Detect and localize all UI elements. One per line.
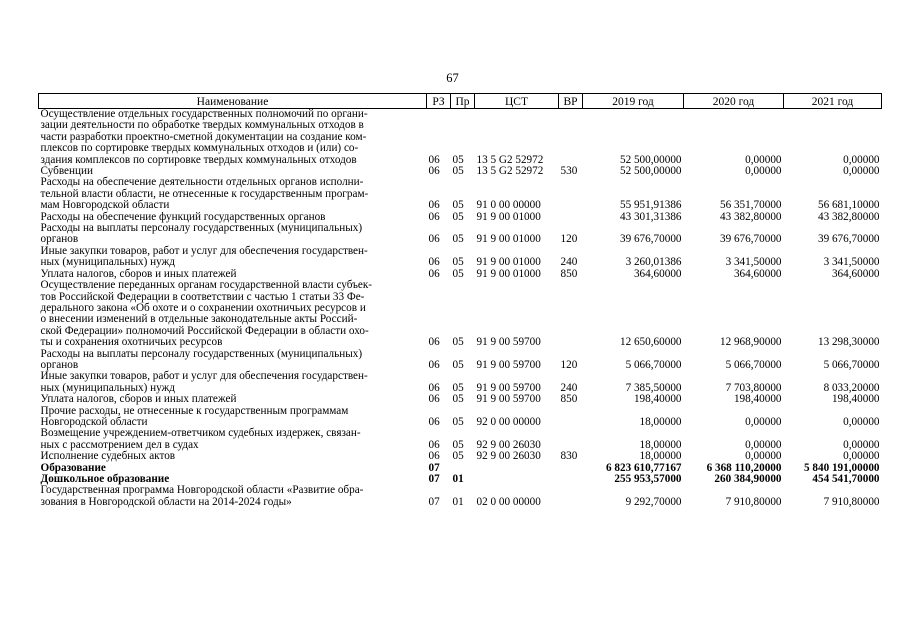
row-2020: 0,00000 — [745, 438, 782, 451]
table-row — [39, 371, 882, 394]
row-2021: 198,40000 — [831, 393, 880, 406]
row-name-line: Субвенции — [40, 165, 93, 178]
header-rz: РЗ — [427, 94, 451, 109]
row-cst: 02 0 00 00000 — [476, 495, 541, 508]
row-pr: 01 — [452, 495, 464, 508]
header-2019: 2019 год — [583, 94, 684, 109]
row-name-line: дерального закона «Об охоте и о сохранении охотничьих ресурсов и — [40, 301, 366, 314]
row-rz: 06 — [428, 415, 440, 428]
row-rz: 06 — [428, 393, 440, 406]
row-2020: 198,40000 — [733, 393, 782, 406]
row-2020: 39 676,70000 — [719, 233, 782, 246]
row-2021: 0,00000 — [843, 153, 880, 166]
row-vr — [559, 485, 583, 508]
header-vr: ВР — [559, 94, 583, 109]
row-2021: 0,00000 — [843, 450, 880, 463]
row-2019: 3 260,01386 — [625, 256, 682, 269]
row-2021: 8 033,20000 — [823, 381, 880, 394]
row-name — [39, 177, 427, 211]
row-rz: 06 — [428, 336, 440, 349]
table-row — [39, 223, 882, 246]
row-vr — [559, 428, 583, 451]
row-name-line: Уплата налогов, сборов и иных платежей — [40, 267, 237, 280]
table-row — [39, 485, 882, 508]
table-row — [39, 428, 882, 451]
row-pr: 05 — [452, 210, 464, 223]
row-name — [39, 485, 427, 508]
row-cst: 13 5 G2 52972 — [476, 153, 544, 166]
row-2019: 5 066,70000 — [625, 358, 682, 371]
row-vr: 830 — [560, 450, 578, 463]
row-pr: 05 — [452, 165, 464, 178]
row-name-line: ных (муниципальных) нужд — [40, 256, 175, 269]
row-cst: 91 9 00 01000 — [476, 233, 541, 246]
row-2020: 7 910,80000 — [725, 495, 782, 508]
row-rz: 06 — [428, 450, 440, 463]
row-name-line: Осуществление переданных органам государственной власти субъек- — [40, 279, 373, 292]
row-vr — [559, 177, 583, 211]
row-2020: 0,00000 — [745, 165, 782, 178]
row-pr: 05 — [452, 450, 464, 463]
row-name-line: тов Российской Федерации в соответствии с частью 1 статьи 33 Фе- — [40, 290, 365, 303]
row-2019: 52 500,00000 — [619, 165, 682, 178]
row-2020: 6 368 110,20000 — [706, 461, 782, 474]
row-name-line: Осуществление отдельных государственных полномочий по органи- — [40, 108, 368, 120]
header-name: Наименование — [39, 94, 427, 109]
row-pr: 05 — [452, 256, 464, 269]
row-2020: 0,00000 — [745, 450, 782, 463]
row-2019: 7 385,50000 — [625, 381, 682, 394]
row-name-line: плексов по сортировке твердых коммунальных отходов и (или) со- — [40, 142, 359, 155]
row-2021: 0,00000 — [843, 415, 880, 428]
budget-table — [38, 93, 882, 508]
row-2020: 364,60000 — [733, 267, 782, 280]
row-rz: 07 — [428, 473, 440, 485]
row-pr: 05 — [452, 336, 464, 349]
table-row — [39, 349, 882, 372]
row-cst: 91 9 00 59700 — [476, 336, 541, 349]
row-cst: 91 9 00 59700 — [476, 381, 541, 394]
row-rz: 06 — [428, 210, 440, 223]
row-name-line: ской Федерации» полномочий Российской Федерации в области охо- — [40, 324, 369, 337]
row-vr: 120 — [560, 358, 578, 371]
row-name-line: органов — [40, 358, 79, 371]
row-name-line: части разработки проектно-сметной документации на создание ком- — [40, 130, 367, 143]
row-cst: 91 9 00 01000 — [476, 210, 541, 223]
row-2020: 43 382,80000 — [719, 210, 782, 223]
row-pr: 05 — [452, 199, 464, 212]
row-pr: 01 — [452, 473, 464, 485]
row-vr: 850 — [560, 393, 578, 406]
row-rz: 07 — [428, 495, 440, 508]
row-name-line: ты и сохранения охотничьих ресурсов — [40, 336, 223, 349]
row-2021: 364,60000 — [831, 267, 880, 280]
row-name-line: зования в Новгородской области на 2014-2024 годы» — [40, 495, 292, 508]
row-vr: 120 — [560, 233, 578, 246]
row-2020: 0,00000 — [745, 153, 782, 166]
row-vr — [559, 406, 583, 429]
table-row — [39, 451, 882, 462]
row-2019: 12 650,60000 — [619, 336, 682, 349]
row-2019: 18,00000 — [639, 450, 682, 463]
row-2021: 7 910,80000 — [823, 495, 880, 508]
row-name-line: Государственная программа Новгородской области «Развитие обра- — [40, 484, 364, 497]
row-pr: 05 — [452, 153, 464, 166]
page-number: 67 — [446, 71, 459, 85]
row-cst: 91 9 00 59700 — [476, 393, 541, 406]
row-pr: 05 — [452, 438, 464, 451]
row-name — [39, 428, 427, 451]
row-cst — [475, 463, 559, 474]
row-2019: 52 500,00000 — [619, 153, 682, 166]
row-2020: 12 968,90000 — [719, 336, 782, 349]
row-cst — [475, 474, 559, 485]
row-rz: 07 — [428, 461, 440, 474]
row-name-line: Исполнение судебных актов — [40, 450, 176, 463]
row-name-line: Уплата налогов, сборов и иных платежей — [40, 393, 237, 406]
row-cst: 92 9 00 26030 — [476, 450, 541, 463]
table-row — [39, 109, 882, 167]
row-name — [39, 371, 427, 394]
row-cst: 91 0 00 00000 — [476, 199, 541, 212]
row-2019: 18,00000 — [639, 415, 682, 428]
row-name-line: ных (муниципальных) нужд — [40, 381, 175, 394]
row-name-line: Новгородской области — [40, 415, 148, 428]
row-name — [39, 246, 427, 269]
row-vr — [559, 109, 583, 167]
table-row — [39, 246, 882, 269]
row-2021: 0,00000 — [843, 438, 880, 451]
row-rz: 06 — [428, 381, 440, 394]
header-cst: ЦСТ — [475, 94, 559, 109]
row-2019: 18,00000 — [639, 438, 682, 451]
row-vr — [559, 212, 583, 223]
row-name-line: Образование — [40, 461, 106, 474]
row-2019: 255 953,57000 — [614, 473, 682, 485]
row-cst: 91 9 00 01000 — [476, 256, 541, 269]
row-2019: 198,40000 — [633, 393, 682, 406]
table-body — [39, 109, 882, 509]
row-2021: 0,00000 — [843, 165, 880, 178]
row-pr: 05 — [452, 381, 464, 394]
row-pr: 05 — [452, 358, 464, 371]
row-rz: 06 — [428, 256, 440, 269]
row-cst: 92 9 00 26030 — [476, 438, 541, 451]
row-cst: 92 0 00 00000 — [476, 415, 541, 428]
row-2021: 56 681,10000 — [817, 199, 880, 212]
row-name-line: Иные закупки товаров, работ и услуг для обеспечения государствен- — [40, 370, 368, 383]
row-2021: 3 341,50000 — [823, 256, 880, 269]
table-row — [39, 177, 882, 211]
row-2021: 13 298,30000 — [817, 336, 880, 349]
row-rz: 06 — [428, 199, 440, 212]
header-pr: Пр — [451, 94, 475, 109]
row-2021: 43 382,80000 — [817, 210, 880, 223]
row-name-line: Прочие расходы, не отнесенные к государственным программам — [40, 404, 349, 417]
row-name-line: о внесении изменений в отдельные законодательные акты Россий- — [40, 313, 358, 326]
row-2019: 43 301,31386 — [619, 210, 682, 223]
row-vr: 530 — [560, 165, 578, 178]
row-name-line: зации деятельности по обработке твердых коммунальных отходов в — [40, 119, 364, 132]
row-rz: 06 — [428, 153, 440, 166]
header-2020: 2020 год — [684, 94, 784, 109]
row-vr — [559, 474, 583, 485]
row-2020: 5 066,70000 — [725, 358, 782, 371]
row-2019: 9 292,70000 — [625, 495, 682, 508]
row-cst: 13 5 G2 52972 — [476, 165, 544, 178]
row-2019: 364,60000 — [633, 267, 682, 280]
row-rz: 06 — [428, 358, 440, 371]
row-vr — [559, 463, 583, 474]
row-2021: 5 840 191,00000 — [803, 461, 880, 474]
row-name — [39, 280, 427, 348]
row-rz: 06 — [428, 267, 440, 280]
row-name-line: тельной власти области, не отнесенные к государственным програм- — [40, 187, 369, 200]
row-name-line: здания комплексов по сортировке твердых коммунальных отходов — [40, 153, 357, 166]
row-2019: 39 676,70000 — [619, 233, 682, 246]
row-2021: 454 541,70000 — [812, 473, 880, 485]
row-2020: 260 384,90000 — [714, 473, 782, 485]
row-name — [39, 109, 427, 167]
table-row — [39, 280, 882, 348]
row-2020: 0,00000 — [745, 415, 782, 428]
row-rz: 06 — [428, 438, 440, 451]
row-rz: 06 — [428, 165, 440, 178]
row-vr: 850 — [560, 267, 578, 280]
row-vr: 240 — [560, 381, 578, 394]
row-name — [39, 223, 427, 246]
row-name-line: Расходы на выплаты персоналу государственных (муниципальных) — [40, 347, 363, 360]
table-row — [39, 406, 882, 429]
row-2021: 5 066,70000 — [823, 358, 880, 371]
row-2020: 7 703,80000 — [725, 381, 782, 394]
header-2021: 2021 год — [784, 94, 882, 109]
row-name — [39, 406, 427, 429]
row-2019: 55 951,91386 — [619, 199, 682, 212]
row-name-line: Расходы на обеспечение функций государственных органов — [40, 210, 326, 223]
row-vr: 240 — [560, 256, 578, 269]
row-name-line: Иные закупки товаров, работ и услуг для обеспечения государствен- — [40, 244, 368, 257]
row-name-line: ных с рассмотрением дел в судах — [40, 438, 199, 451]
row-2020: 56 351,70000 — [719, 199, 782, 212]
row-pr: 05 — [452, 415, 464, 428]
row-name-line: Возмещение учреждением-ответчиком судебных издержек, связан- — [40, 427, 361, 440]
row-name-line: мам Новгородской области — [40, 199, 170, 212]
row-2021: 39 676,70000 — [817, 233, 880, 246]
row-pr: 05 — [452, 267, 464, 280]
row-2020: 3 341,50000 — [725, 256, 782, 269]
row-pr: 05 — [452, 393, 464, 406]
row-cst: 91 9 00 01000 — [476, 267, 541, 280]
row-cst: 91 9 00 59700 — [476, 358, 541, 371]
row-name-line: Расходы на обеспечение деятельности отдельных органов исполни- — [40, 176, 364, 189]
row-pr: 05 — [452, 233, 464, 246]
row-rz: 06 — [428, 233, 440, 246]
row-name — [39, 349, 427, 372]
row-2019: 6 823 610,77167 — [605, 461, 682, 474]
row-vr — [559, 280, 583, 348]
row-name-line: Дошкольное образование — [40, 473, 170, 485]
header-row — [39, 94, 882, 109]
row-name-line: Расходы на выплаты персоналу государственных (муниципальных) — [40, 222, 363, 235]
row-name-line: органов — [40, 233, 79, 246]
